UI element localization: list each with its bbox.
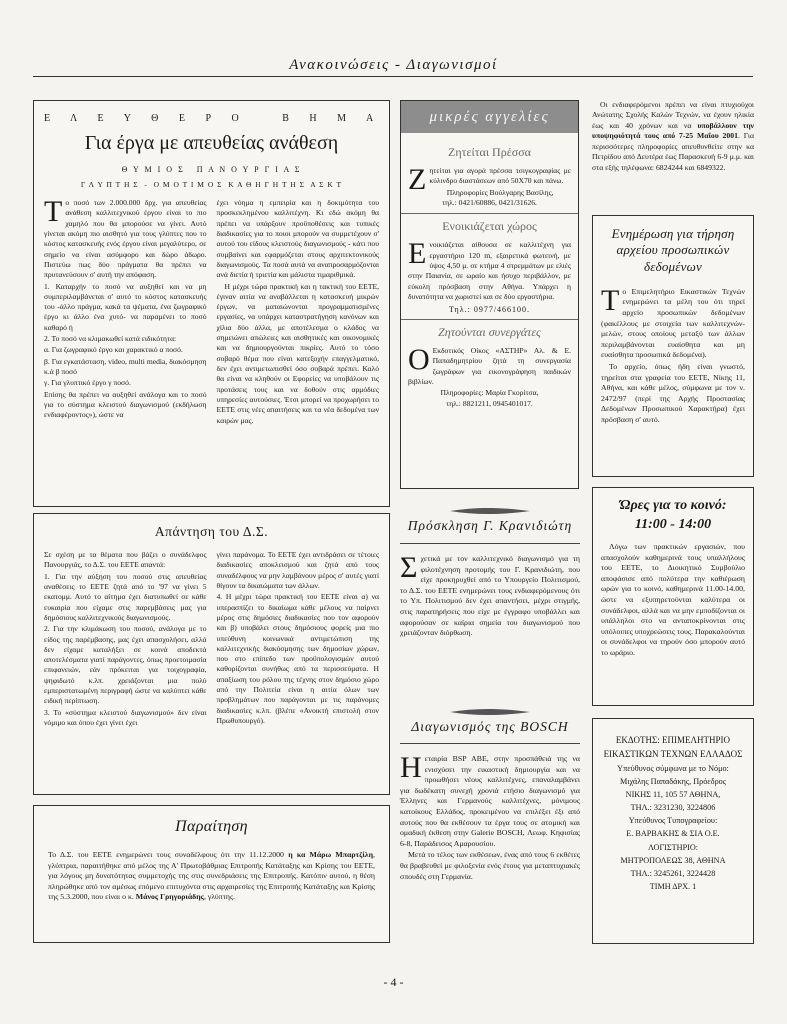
paragraph: Το Επιμελητήριο Εικαστικών Τεχνών ενημερώνει τα μέλη του ότι τηρεί αρχείο προσωπικών δεδομένων (φακέλλους με στοιχεία των καλλιτεχνών-μελών, στους οποίους μεταξύ των άλλων περιλαμβάνονται ευαίσθητα και μη ευαίσθητα προσωπικά δεδομένα).	[601, 283, 745, 360]
article-resignation	[33, 805, 390, 943]
paragraph: Σε σχέση με τα θέματα που βάζει ο συνάδελφος Πανουργιάς, το Δ.Σ. του ΕΕΤΕ απαντά:	[44, 550, 207, 570]
paragraph: β. Για εγκατάσταση, video, multi media, διακόσμηση κ.ά β ποσό	[44, 356, 207, 376]
imprint-line: ΕΙΚΑΣΤΙΚΩΝ ΤΕΧΝΩΝ ΕΛΛΑΔΟΣ	[603, 749, 743, 760]
section-invitation	[400, 503, 580, 698]
imprint-line: ΤΗΛ.: 3231230, 3224806	[630, 803, 716, 813]
ad-contact: Πληροφορίες Βούλγαρης Βασίλης,	[446, 187, 554, 197]
name-highlight: η κα Μάρω Μπαρτζίλη	[288, 850, 374, 859]
paragraph: Σχετικά με τον καλλιτεχνικό διαγωνισμό για τη φιλοτέχνηση προτομής του Γ. Κρανιδιώτη, που είχε προκηρυχθεί από το Υπουργείο Πολιτισμού, το Δ.Σ. του ΕΕΤΕ ενημερώνει τους ενδιαφερόμενους ότι το Υπ. Πολιτισμού δεν έχει απαντήσει, μέχρι στιγμής, στις παρατηρήσεις που είχε με έγγραφο υποβάλλει και αφορούσαν σε καίρια σημεία του διαγωνισμού που χρειάζονταν διόρθωση.	[400, 551, 580, 638]
imprint-line: Υπεύθυνος σύμφωνα με το Νόμο:	[617, 763, 729, 773]
article-board-reply	[33, 513, 390, 795]
paragraph: 3. Το «σύστημα κλειστού διαγωνισμού» δεν είναι νόμιμο και όπου έχει γίνει έχει	[44, 707, 207, 727]
section-title: Ώρες για το κοινό:	[619, 498, 727, 513]
imprint-line: ΤΙΜΗ ΔΡΧ. 1	[649, 881, 697, 891]
ad-text: Ο Εκδοτικός Οίκος «ΑΣΤΗΡ» Αλ. & Ε. Παπαδημητρίου ζητά τη συνεργασία ζωγράφων για εικονογράφηση παιδικών βιβλίων.	[408, 343, 571, 387]
ad-text: Ζητείται για αγορά πρέσσα τσιγκογραφίας με κύλινδρο διαστάσεων από 50Χ70 και πάνω.	[408, 163, 571, 196]
paragraph: ο ποσό των 2.000.000 δρχ. για απευθείας ανάθεση καλλιτεχνικού έργου είναι το πιο χαμηλό που θα μπορούσε να γίνει. Αυτό γίνεται ακόμη πιο αισθητό για τους γλύπτες που το κόστος κατασκευής ενός έργου είναι μεγαλύτερο, σε σημείο να είναι ασύμφορο και δώρο άδωρο. Πιστεύω πως δύο πράγματα θα πρέπει να πρυτανεύσουν σ' αυτή την απόφαση.	[44, 198, 207, 280]
name-highlight: Μάνος Γρηγοριάδης	[135, 892, 204, 902]
ad-heading: Ενοικιάζεται χώρος	[442, 219, 537, 234]
article-kicker: Ε Λ Ε Υ Θ Ε Ρ Ο Β Η Μ Α	[44, 113, 383, 124]
ornament-icon	[400, 503, 580, 515]
paragraph: Μετά το τέλος των εκθέσεων, ένας από τους 6 εκθέτες θα βραβευθεί με φιλοξενία ενός έτους για μεταπτυχιακές σπουδές στη Γερμανία.	[400, 850, 580, 881]
section-title: Ενημέρωση για τήρηση αρχείου προσωπικών δεδομένων	[611, 226, 735, 274]
article-column-1	[44, 195, 207, 427]
ad-phone: τηλ.: 0421/60886, 0421/31626.	[442, 197, 537, 207]
imprint-line: Ε. ΒΑΡΒΑΚΗΣ & ΣΙΑ Ο.Ε.	[626, 829, 720, 839]
ad-heading: Ζητούνται συνεργάτες	[438, 325, 541, 340]
ad-phone: Τηλ.: 0977/466100.	[448, 305, 531, 315]
dropcap: Τ	[44, 195, 63, 228]
article-title: Παραίτηση	[175, 818, 248, 835]
page-header: Ανακοινώσεις - Διαγωνισμοί	[289, 57, 498, 73]
bold-highlight: υποβάλλουν την υποψηφιότητά τους από 7-25 Μαΐου 2001	[592, 120, 754, 141]
classifieds-title: μικρές αγγελίες	[401, 101, 578, 133]
paragraph: 4. Η μέχρι τώρα πρακτική του ΕΕΤΕ είναι α) να υπερασπίζει το δικαίωμα κάθε μέλους να παίρνει μέρος στις δημόσιες διαδικασίες που τον αφορούν και β) υποβάλει στους δημόσιους φορείς μια πιο υπεύθυνη κοινωνικά αντιμετώπιση της καλλιτεχνικής διακόσμησης των δημοσίων χώρων, που στο επίπεδο των προϋπολογισμών αυτού καθορίζονται συνήθως από τα περισσεύματα. Η απαξίωση του ρόλου της τέχνης στον δημόσιο χώρο από την Πολιτεία είναι η αιτία όλων των προβλημάτων που παράγονται με τις παράνομες διαδικασίες κ.λπ. (βλέπε «Ανοικτή επιστολή στον Πρωθυπουργό).	[216, 592, 379, 725]
ad-phone: τηλ.: 8821211, 0945401017.	[446, 398, 533, 408]
classifieds-box	[400, 100, 579, 489]
paragraph: Ηεταιρία BSP ABE, στην προσπάθειά της να ενισχύσει την εικαστική δημιουργία και να προωθήσει νέους καλλιτέχνες, επαναλαμβάνει για δωδέκατη συνεχή χρονιά ετήσιο διαγωνισμό για Έλληνες και Γερμανούς καλλιτέχνες, μόνιμους κατοίκους Ελλάδος, προκειμένου να επιλέξει έξι από αυτούς που θα εκθέσουν τα έργα τους σε ατομική και ομαδική έκθεση στην Galerie BOSCH, Λεωφ. Κηφισίας 6-8, Παράδεισος Αμαρουσίου.	[400, 751, 580, 848]
article-author: Θ Υ Μ Ι Ο Σ Π Α Ν Ο Υ Ρ Γ Ι Α Σ	[121, 165, 302, 174]
article-title: Για έργα με απευθείας ανάθεση	[84, 132, 339, 154]
paragraph: Το Δ.Σ. του ΕΕΤΕ ενημερώνει τους συναδέλφους ότι την 11.12.2000 η κα Μάρω Μπαρτζίλη, γλύπτρια, παραιτήθηκε από μέλος της Α' Πρωτοβάθμιας Επιτροπής Κατάταξης και Κρίσης του ΕΕΤΕ, για λόγους μη δυνατότητας συμμετοχής της στις συνεδριάσεις της Επιτροπής. Κατόπιν αυτού, η θέση πληρώθηκε από τον αμέσως επόμενο επιτυχόντα στις αρχαιρεσίες της Επιτροπής Κατάταξης και Κρίσης της 5.3.2000, που είναι ο κ. Μάνος Γρηγοριάδης, γλύπτης.	[48, 850, 375, 902]
article-column-2	[217, 550, 380, 729]
imprint-box	[592, 718, 754, 944]
ornament-icon	[400, 704, 580, 716]
imprint-line: ΕΚΔΟΤΗΣ: ΕΠΙΜΕΛΗΤΗΡΙΟ	[615, 735, 731, 745]
privacy-notice-box	[592, 215, 754, 477]
ad-heading: Ζητείται Πρέσσα	[448, 145, 531, 159]
article-column-1	[44, 550, 207, 729]
header-rule	[33, 76, 753, 77]
paragraph: 2. Για την κλιμάκωση του ποσού, ανάλογα με το είδος της παρέμβασης, μας έχει απασχολήσει, αλλά δεν είχαμε καταλήξει σε κοινά αποδεκτά αποτελέσματα γιατί παράγοντες, όπως προετοιμασία επιφανειών, εάν πρόκειται για τοιχογραφία, ψηφιδωτό κ.λπ. χρειάζονται μια πολύ εμπεριστατωμένη περιγραφή ώστε να καλύπτει κάθε ειδική περίπτωση.	[44, 624, 207, 706]
section-title: Διαγωνισμός της BOSCH	[411, 719, 569, 734]
paragraph: Λόγω των πρακτικών εργασιών, που απασχολούν καθημερινά τους υπαλλήλους του ΕΕΤΕ, το Διοικητικό Συμβούλιο αποφάσισε από πολύτερα την καθιέρωση ωρών για το κοινό, καθημερινά 11.00-14.00, ώστε να εξυπηρετούνται καλύτερα οι συνάδελφοι, αλλά και να μην εμποδίζονται οι υπάλληλοι στο να ανταποκρίνονται στις υπόλοιπες υποχρεώσεις τους. Παρακαλούνται οι συνάδελφοι να τηρούν όσο μπορούν αυτό το ωράριο.	[601, 542, 745, 657]
paragraph: Το αρχείο, όπως ήδη είναι γνωστό, τηρείται στα γραφεία του ΕΕΤΕ, Νίκης 11, Αθήνα, και κάθε μέλος, σύμφωνα με τον ν. 2472/97 (περί της Αρχής Προστασίας Δεδομένων Προσωπικού Χαρακτήρα) έχει πρόσβαση σ' αυτό.	[601, 361, 745, 424]
paragraph: 1. Καταρχήν το ποσό να αυξηθεί και να μη συμπεριλαμβάνεται σ' αυτό το κόστος κατασκευής του -άλλο πράγμα, κακά τα ψέματα, ένα ζωγραφικό έργο κι άλλο ένα χυτό- να παραμένει το ποσό καθαρό ή	[44, 281, 207, 332]
hours-times: 11:00 - 14:00	[634, 517, 712, 532]
paragraph: γίνει παράνομα. Το ΕΕΤΕ έχει αντιδράσει σε τέτοιες διαδικασίες αποκλεισμού και ζητά από τους συναδέλφους να μην λαμβάνουν μέρος σ' αυτές γιατί θίγουν τα δικαιώματα των άλλων.	[216, 550, 379, 590]
imprint-line: Υπεύθυνος Τυπογραφείου:	[628, 816, 718, 826]
paragraph: Η μέχρι τώρα πρακτική και η τακτική του ΕΕΤΕ, έγιναν αιτία να αναβάλλεται η κατασκευή μικρών έργων, να ματαιώνονται προγραμματισμένες εργασίες, να υπάρχει καταστρατήγηση κανόνων και χίλια δύο άλλα, με αποτέλεσμα ο κλάδος να σημειώνει απώλειες και αισθητικές και οικονομικές και να δημιουργούνται πικρίες. Αυτό το τόσο σοβαρό θέμα που είναι κατεξοχήν επαγγελματικό, δεν έχει αντιμετωπισθεί όσο σοβαρά πρέπει. Καλό θα είναι να κληθούν οι Εφορείες να υποβάλουν τις προτάσεις τους και να δοθούν στις αρμόδιες υπηρεσίες αυτούσιες. Έτσι μπορεί να προχωρήσει το ΕΕΤΕ στις νέες απαιτήσεις και τα νέα δεδομένα των καιρών μας.	[216, 281, 379, 425]
article-column-2	[217, 198, 380, 427]
paragraph: Επίσης θα πρέπει να αυξηθεί ανάλογα και το ποσό για το σύστημα κλειστού διαγωνισμού (εκδήλωση ενδιαφέροντος»), ώστε να	[44, 389, 207, 420]
paragraph: 1. Για την αύξηση του ποσού στις απευθείας αναθέσεις το ΕΕΤΕ ζητά από το '97 να γίνει 5 εκατομμ. Αυτό το αίτημα έχει διατυπωθεί σε κάθε ευκαιρία που είχαμε στις παρεμβάσεις μας για δημόσιους καλλιτεχνικούς διαγωνισμούς.	[44, 571, 207, 622]
ad-contact: Πληροφορίες: Μαρία Γκορίτσα,	[440, 388, 539, 398]
imprint-line: ΝΙΚΗΣ 11, 105 57 ΑΘΗΝΑ,	[625, 790, 721, 800]
section-bosch	[400, 704, 580, 944]
bosch-continuation	[592, 100, 754, 200]
imprint-line: ΛΟΓΙΣΤΗΡΙΟ:	[647, 842, 699, 852]
paragraph: 2. Το ποσό να κλιμακωθεί κατά ειδικότητα:	[44, 334, 177, 344]
article-title: Απάντηση του Δ.Σ.	[154, 524, 269, 539]
paragraph: α. Για ζωγραφικό έργο και χαρακτικό α ποσό.	[44, 345, 183, 355]
imprint-line: ΜΗΤΡΟΠΟΛΕΩΣ 38, ΑΘΗΝΑ	[620, 855, 726, 865]
imprint-line: Μιχάλης Παπαδάκης, Πρόεδρος	[619, 776, 727, 786]
paragraph: έχει νόημα η εμπειρία και η δοκιμότητα του προσκεκλημένου καλλιτέχνη. Κι εδώ ακόμη θα πρέπει να υπάρξουν προϋποθέσεις και τυπικές διαδικασίες για το ποιοι μπορούν να συμμετέχουν σ' αυτού του είδους κλειστούς διαγωνισμούς - κάτι που συμβαίνει και εφαρμόζεται στους αρχιτεκτονικούς διαγωνισμούς. Τα ποσά αυτά να αναπροσαρμόζονται ανά διετία ή τριετία και μάλιστα τιμαριθμικά.	[216, 198, 379, 280]
office-hours-box	[592, 487, 754, 706]
article-author-role: Γ Λ Υ Π Τ Η Σ - Ο Μ Ο Τ Ι Μ Ο Σ Κ Α Θ Η Γ Η Τ Η Σ Α Σ Κ Τ	[80, 180, 343, 189]
page-number: - 4 -	[383, 975, 404, 989]
section-title: Πρόσκληση Γ. Κρανιδιώτη	[407, 518, 573, 533]
article-eleythero-vima	[33, 100, 390, 507]
ad-text: Ενοικιάζεται αίθουσα σε καλλιτέχνη για εργαστήριο 120 m, εξαιρετικά φωτεινή, με ύψος 4,50 μ. σε κτήμα 4 στρεμμάτων με ελιές στην Παιανία, σε ωραίο και ήσυχο περιβάλλον, με εύκολη πρόσβαση στην Αθήνα. Υπάρχει η δυνατότητα να χωριστεί και σε δύο εργαστήρια.	[408, 237, 571, 301]
imprint-line: ΤΗΛ.: 3245261, 3224428	[630, 868, 716, 878]
paragraph: γ. Για γλυπτικό έργο γ ποσό.	[44, 378, 131, 388]
paragraph: Οι ενδιαφερόμενοι πρέπει να είναι πτυχιούχοι Ανώτατης Σχολής Καλών Τεχνών, να έχουν ηλικία έως και 40 χρόνων και να υποβάλλουν την υποψηφιότητά τους από 7-25 Μαΐου 2001. Για περισσότερες πληροφορίες απευθυνθείτε στην κα Πετρίδου από Δευτέρα έως Παρασκευή 6-9 μ.μ. και στα εξής τηλέφωνα: 6824244 και 6849322.	[592, 100, 754, 172]
